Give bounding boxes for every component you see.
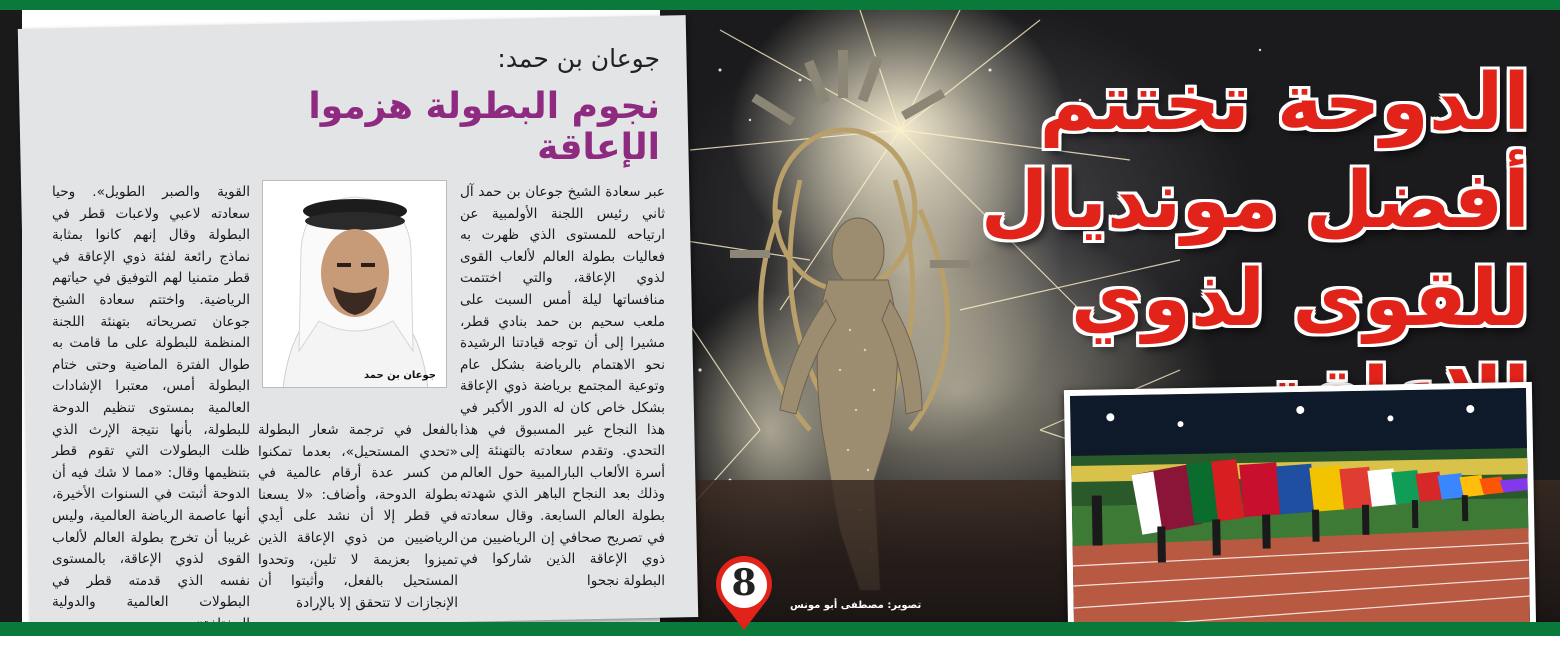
portrait-photo xyxy=(262,180,447,388)
photo-credit: تصوير: مصطفى أبو مونس xyxy=(790,600,922,611)
article-column-middle: بالفعل في ترجمة شعار البطولة «تحدي المستحيل»، بعدما تمكنوا من كسر عدة أرقام عالمية في بطولة الدوحة، وأضاف: «لا يسعنا في قطر إلا أن نشد على أيدي الرياضيين من ذوي الإعاقة الذين تميزوا بعزيمة لا تلين، وتحدوا المستحيل بالفعل، وأثبتوا أن الإنجازات لا تتحقق إلا بالإرادة xyxy=(258,422,458,611)
article-subhead: جوعان بن حمد: xyxy=(497,44,660,73)
bottom-green-bar xyxy=(0,622,1560,636)
inset-photo-flags-parade xyxy=(1064,382,1536,636)
page-number: 8 xyxy=(731,562,757,604)
flags-parade-illustration xyxy=(1070,388,1530,630)
main-headline-line1: الدوحة تختتم xyxy=(1039,58,1530,148)
bottom-white-strip xyxy=(0,636,1560,658)
article-column-right: عبر سعادة الشيخ جوعان بن حمد آل ثاني رئيس اللجنة الأولمبية عن ارتياحه للمستوى الذي ظهرت به فعاليات بطولة العالم لألعاب القوى لذوي الإعاقة، والتي اختتمت منافساتها ليلة أمس السبت على ملعب سحيم بن حمد بنادي قطر، مشيرا إلى أن توجه قيادتنا الرشيدة نحو الاهتمام بالرياضة بشكل عام وتوعية المجتمع برياضة ذوي الإعاقة بشكل خاص كان له الدور الأكبر في هذا النجاح غير المسبوق في هذا التحدي. وتقدم سعادته بالتهنئة إلى أسرة الألعاب البارالمبية حول العالم وذلك بعد النجاح الباهر الذي شهدته بطولة العالم السابعة. وقال سعادته في تصريح صحافي إن الرياضيين من ذوي الإعاقة الذين شاركوا في البطولة نجحوا xyxy=(460,184,665,589)
portrait-illustration xyxy=(263,181,447,388)
main-headline-line3: للقوى لذوي xyxy=(1070,254,1530,344)
top-green-bar xyxy=(0,0,1560,10)
inset-photo-frame xyxy=(1070,388,1530,630)
article-headline: نجوم البطولة هزموا الإعاقة xyxy=(308,86,660,168)
article-column-left: القوية والصبر الطويل». وحيا سعادته لاعبي ولاعبات قطر في البطولة وقال إنهم كانوا بمثابة نماذج رائعة لفئة ذوي الإعاقة في قطر متمنيا لهم التوفيق في حياتهم الرياضية. واختتم سعادة الشيخ جوعان تصريحاته بتهنئة اللجنة المنظمة للبطولة على ما قامت به طوال الفترة الماضية وحتى ختام البطولة أمس، معتبرا الإشادات العالمية بمستوى تنظيم الدوحة للبطولة، بأنها نتيجة الإرث الذي ظلت البطولات التي تقوم قطر بتنظيمها وقال: «مما لا شك فيه أن الدوحة أثبتت في السنوات الأخيرة، أنها عاصمة الرياضة العالمية، وليس غريبا أن تخرج بطولة العالم لألعاب القوى لذوي الإعاقة، بالمستوى نفسه الذي قدمته قطر في البطولات العالمية والدولية xyxy=(52,184,250,611)
portrait-caption: جوعان بن حمد xyxy=(363,370,436,381)
main-headline-line2: أفضل مونديال xyxy=(980,156,1530,246)
